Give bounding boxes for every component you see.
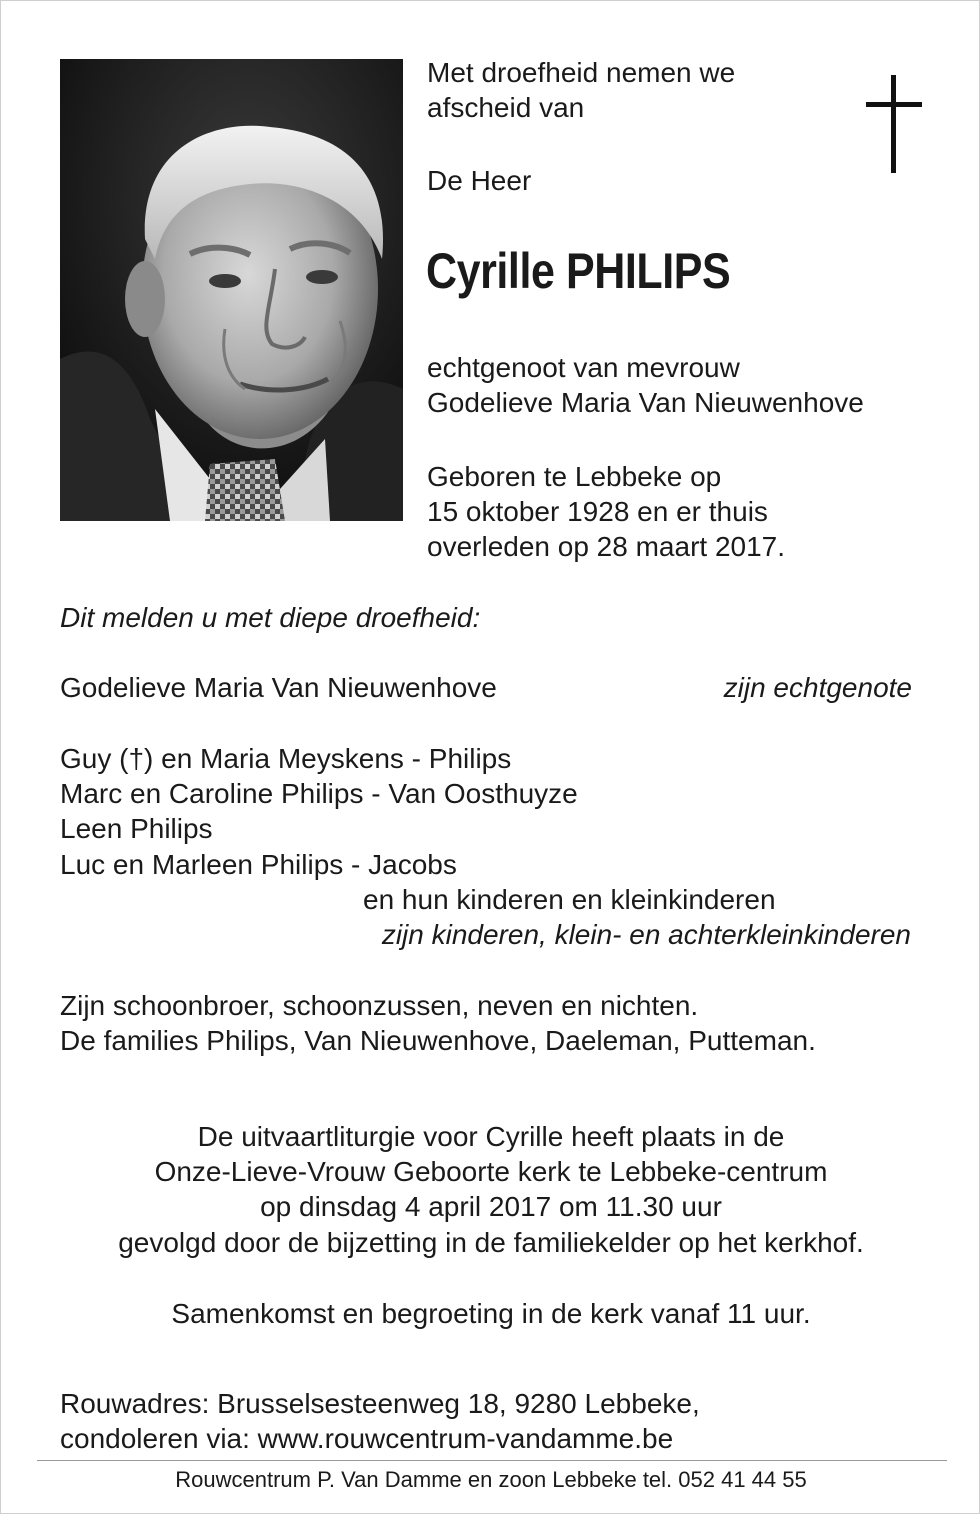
birth-line-1: Geboren te Lebbeke op [427,461,722,492]
intro-line-2: afscheid van [427,92,585,123]
gathering-line: Samenkomst en begroeting in de kerk vanaf 11 uur. [171,1298,811,1329]
children-extra: en hun kinderen en kleinkinderen [363,884,776,915]
ceremony-line: gevolgd door de bijzetting in de familiekelder op het kerkhof. [118,1227,864,1258]
condolence-line: condoleren via: www.rouwcentrum-vandamme.be [60,1423,674,1454]
family-line: De families Philips, Van Nieuwenhove, Daeleman, Putteman. [60,1025,816,1056]
footer-divider [37,1460,947,1461]
child-line: Guy (†) en Maria Meyskens - Philips [60,743,512,774]
spouse-role: zijn echtgenote [723,672,912,703]
footer-text: Rouwcentrum P. Van Damme en zoon Lebbeke tel. 052 41 44 55 [175,1467,807,1492]
birth-line-2: 15 oktober 1928 en er thuis [427,496,768,527]
deceased-name: Cyrille PHILIPS [426,243,731,299]
ceremony-line: De uitvaartliturgie voor Cyrille heeft plaats in de [197,1121,785,1152]
salutation: De Heer [427,165,532,196]
birth-line-3: overleden op 28 maart 2017. [427,531,786,562]
intro-line-1: Met droefheid nemen we [427,57,736,88]
child-line: Leen Philips [60,813,213,844]
ceremony-line: Onze-Lieve-Vrouw Geboorte kerk te Lebbeke-centrum [154,1156,828,1187]
ceremony-line: op dinsdag 4 april 2017 om 11.30 uur [260,1191,722,1222]
children-role: zijn kinderen, klein- en achterkleinkinderen [381,919,911,950]
spouse-line-2: Godelieve Maria Van Nieuwenhove [427,387,864,418]
child-line: Marc en Caroline Philips - Van Oosthuyze [60,778,578,809]
portrait-photo [60,59,403,521]
family-line: Zijn schoonbroer, schoonzussen, neven en nichten. [60,990,699,1021]
announcement: Dit melden u met diepe droefheid: [60,602,481,633]
child-line: Luc en Marleen Philips - Jacobs [60,849,457,880]
spouse-name: Godelieve Maria Van Nieuwenhove [60,672,497,703]
cross-icon [863,75,925,173]
spouse-line-1: echtgenoot van mevrouw [427,352,740,383]
address-line: Rouwadres: Brusselsesteenweg 18, 9280 Lebbeke, [60,1388,700,1419]
